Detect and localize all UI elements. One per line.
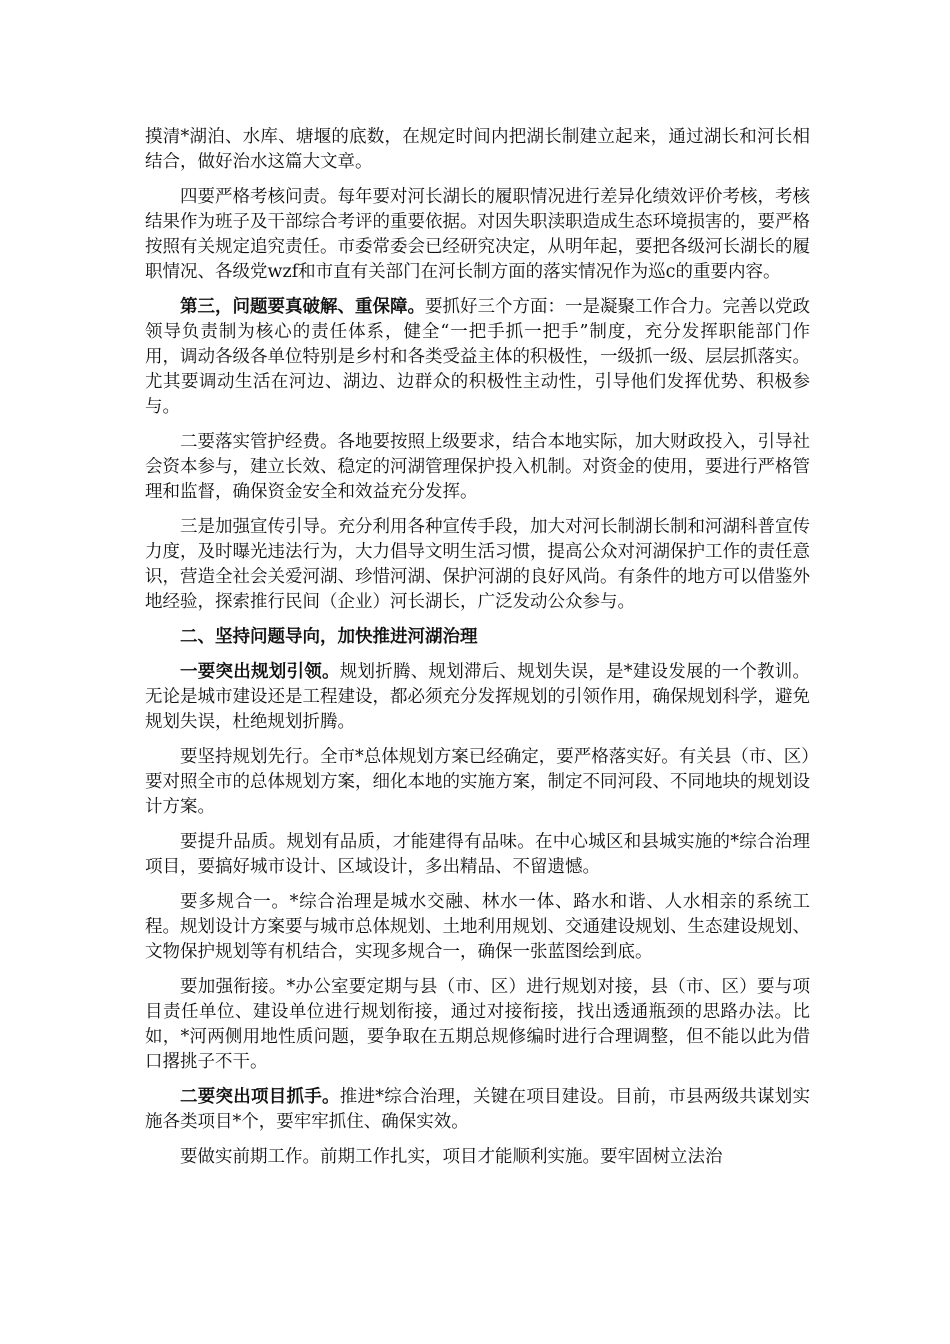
- paragraph-4: [145, 430, 810, 505]
- paragraph-text: 摸清*湖泊、水库、塘堰的底数，在规定时间内把湖长制建立起来，通过湖长和河长相结合，做好治水这篇大文章。: [145, 127, 810, 172]
- paragraph-8: [145, 830, 810, 880]
- paragraph-6: [145, 660, 810, 735]
- paragraph-1: [145, 125, 810, 175]
- paragraph-lead: 二要突出项目抓手。: [180, 1087, 340, 1107]
- paragraph-text: 四要严格考核问责。每年要对河长湖长的履职情况进行差异化绩效评价考核，考核结果作为班子及干部综合考评的重要依据。对因失职渎职造成生态环境损害的，要严格按照有关规定追究责任。市委常委会已经研究决定，从明年起，要把各级河长湖长的履职情况、各级党wzf和市直有关部门在河长制方面的落实情况作为巡c的重要内容。: [145, 187, 810, 282]
- paragraph-11: [145, 1085, 810, 1135]
- paragraph-text: 要做实前期工作。前期工作扎实，项目才能顺利实施。要牢固树立法治: [180, 1147, 723, 1167]
- paragraph-12: [145, 1145, 810, 1170]
- paragraph-10: [145, 975, 810, 1075]
- paragraph-text: 要坚持规划先行。全市*总体规划方案已经确定，要严格落实好。有关县（市、区）要对照全市的总体规划方案，细化本地的实施方案，制定不同河段、不同地块的规划设计方案。: [145, 747, 810, 817]
- paragraph-5: [145, 515, 810, 615]
- paragraph-text: 三是加强宣传引导。充分利用各种宣传手段，加大对河长制湖长制和河湖科普宣传力度，及时曝光违法行为，大力倡导文明生活习惯，提高公众对河湖保护工作的责任意识，营造全社会关爱河湖、珍惜河湖、保护河湖的良好风尚。有条件的地方可以借鉴外地经验，探索推行民间（企业）河长湖长，广泛发动公众参与。: [145, 517, 810, 612]
- paragraph-lead: 一要突出规划引领。: [180, 662, 340, 682]
- paragraph-text: 二要落实管护经费。各地要按照上级要求，结合本地实际，加大财政投入，引导社会资本参与，建立长效、稳定的河湖管理保护投入机制。对资金的使用，要进行严格管理和监督，确保资金安全和效益充分发挥。: [145, 432, 810, 502]
- paragraph-text: 要提升品质。规划有品质，才能建得有品味。在中心城区和县城实施的*综合治理项目，要搞好城市设计、区域设计，多出精品、不留遗憾。: [145, 832, 810, 877]
- paragraph-text: 要多规合一。*综合治理是城水交融、林水一体、路水和谐、人水相亲的系统工程。规划设计方案要与城市总体规划、土地利用规划、交通建设规划、生态建设规划、文物保护规划等有机结合，实现多规合一，确保一张蓝图绘到底。: [145, 892, 810, 962]
- paragraph-text: 要加强衔接。*办公室要定期与县（市、区）进行规划对接，县（市、区）要与项目责任单位、建设单位进行规划衔接，通过对接衔接，找出透通瓶颈的思路办法。比如，*河两侧用地性质问题，要争取在五期总规修编时进行合理调整，但不能以此为借口撂挑子不干。: [145, 977, 810, 1072]
- paragraph-lead: 第三，问题要真破解、重保障。: [180, 297, 425, 317]
- document-page: [145, 125, 810, 1180]
- section-heading: 二、坚持问题导向，加快推进河湖治理: [180, 627, 478, 647]
- paragraph-3: [145, 295, 810, 420]
- paragraph-text: 推进*综合治理，关键在项目建设。目前，市县两级共谋划实施各类项目*个，要牢牢抓住、确保实效。: [145, 1087, 810, 1132]
- paragraph-7: [145, 745, 810, 820]
- paragraph-9: [145, 890, 810, 965]
- paragraph-text: 要抓好三个方面：一是凝聚工作合力。完善以党政领导负责制为核心的责任体系，健全“一把手抓一把手”制度，充分发挥职能部门作用，调动各级各单位特别是乡村和各类受益主体的积极性，一级抓一级、层层抓落实。尤其要调动生活在河边、湖边、边群众的积极性主动性，引导他们发挥优势、积极参与。: [145, 297, 810, 417]
- paragraph-2: [145, 185, 810, 285]
- paragraph-text: 规划折腾、规划滞后、规划失误，是*建设发展的一个教训。无论是城市建设还是工程建设，都必须充分发挥规划的引领作用，确保规划科学，避免规划失误，杜绝规划折腾。: [145, 662, 810, 732]
